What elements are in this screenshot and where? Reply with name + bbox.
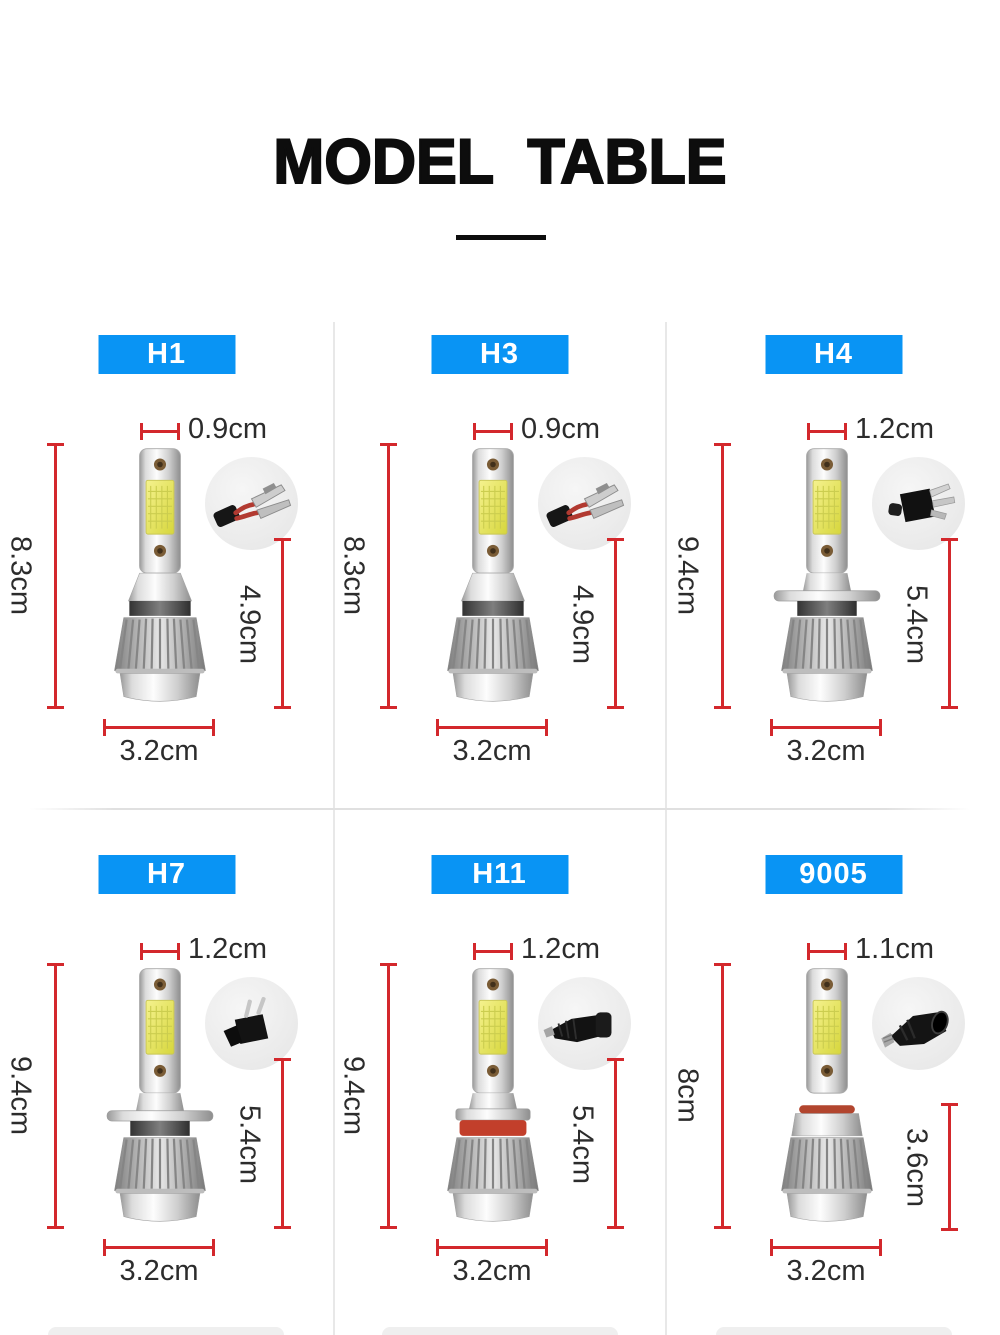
- width-top-dimension-label: 1.2cm: [188, 933, 267, 965]
- model-badge: [765, 335, 902, 374]
- height-left-dimension-line: [380, 443, 397, 709]
- model-badge-label: H7: [146, 858, 187, 890]
- model-badge-label: 9005: [799, 858, 868, 890]
- height-right-dimension-line: [941, 1103, 958, 1231]
- width-top-dimension-line: [807, 943, 847, 960]
- model-badge: [431, 855, 568, 894]
- height-right-dimension-label: 3.6cm: [900, 1128, 933, 1207]
- width-top-dimension-label: 1.2cm: [521, 933, 600, 965]
- width-top-dimension-line: [140, 423, 180, 440]
- width-top-dimension-line: [473, 943, 513, 960]
- model-badge-label: H3: [479, 338, 520, 370]
- width-bottom-dimension-line: [770, 1239, 882, 1256]
- spade-terminals-with-wires-icon: [205, 457, 298, 550]
- width-bottom-dimension-line: [103, 719, 215, 736]
- height-left-dimension-line: [47, 963, 64, 1229]
- model-badge: [431, 335, 568, 374]
- height-left-dimension-label: 9.4cm: [671, 535, 704, 615]
- height-left-dimension-line: [380, 963, 397, 1229]
- height-right-dimension-line: [607, 1058, 624, 1229]
- width-bottom-dimension-label: 3.2cm: [786, 1255, 866, 1287]
- width-bottom-dimension-label: 3.2cm: [119, 735, 199, 767]
- connector-inset: [538, 457, 631, 550]
- model-badge-label: H11: [472, 858, 527, 890]
- three-prong-plug-icon: [872, 457, 965, 550]
- connector-inset: [538, 977, 631, 1070]
- height-left-dimension-label: 9.4cm: [337, 1055, 370, 1135]
- height-right-dimension-line: [941, 538, 958, 709]
- width-top-dimension-line: [140, 943, 180, 960]
- width-top-dimension-label: 1.2cm: [855, 413, 934, 445]
- height-right-dimension-line: [274, 538, 291, 709]
- title-underline: [456, 235, 546, 240]
- model-cell-h11: [333, 855, 666, 1320]
- width-bottom-dimension-line: [436, 719, 548, 736]
- barrel-plug-icon: [538, 977, 631, 1070]
- height-left-dimension-label: 8cm: [671, 1067, 704, 1123]
- row-divider: [30, 808, 970, 810]
- height-right-dimension-label: 5.4cm: [566, 1104, 599, 1184]
- height-left-dimension-line: [714, 963, 731, 1229]
- two-pin-plug-icon: [205, 977, 298, 1070]
- height-right-dimension-line: [274, 1058, 291, 1229]
- next-section-preview: [716, 1327, 952, 1335]
- next-section-preview: [382, 1327, 618, 1335]
- spade-terminals-with-wires-icon: [538, 457, 631, 550]
- height-left-dimension-label: 8.3cm: [4, 535, 37, 615]
- model-badge-label: H4: [813, 338, 854, 370]
- height-right-dimension-line: [607, 538, 624, 709]
- model-cell-h1: [0, 335, 333, 800]
- model-badge: [98, 335, 235, 374]
- angled-socket-plug-icon: [872, 977, 965, 1070]
- height-left-dimension-line: [714, 443, 731, 709]
- width-bottom-dimension-label: 3.2cm: [452, 1255, 532, 1287]
- width-bottom-dimension-line: [103, 1239, 215, 1256]
- height-right-dimension-label: 5.4cm: [900, 584, 933, 664]
- width-bottom-dimension-line: [436, 1239, 548, 1256]
- connector-inset: [205, 457, 298, 550]
- width-top-dimension-label: 1.1cm: [855, 933, 934, 965]
- height-left-dimension-label: 9.4cm: [4, 1055, 37, 1135]
- model-badge: [765, 855, 902, 894]
- height-left-dimension-line: [47, 443, 64, 709]
- width-top-dimension-label: 0.9cm: [188, 413, 267, 445]
- connector-inset: [205, 977, 298, 1070]
- width-bottom-dimension-line: [770, 719, 882, 736]
- width-bottom-dimension-label: 3.2cm: [786, 735, 866, 767]
- height-right-dimension-label: 5.4cm: [233, 1104, 266, 1184]
- height-left-dimension-label: 8.3cm: [337, 535, 370, 615]
- height-right-dimension-label: 4.9cm: [233, 584, 266, 664]
- model-cell-h3: [333, 335, 666, 800]
- next-section-preview: [48, 1327, 284, 1335]
- width-top-dimension-line: [473, 423, 513, 440]
- width-bottom-dimension-label: 3.2cm: [119, 1255, 199, 1287]
- model-cell-9005: [667, 855, 1000, 1320]
- width-top-dimension-label: 0.9cm: [521, 413, 600, 445]
- model-badge: [98, 855, 235, 894]
- model-cell-h7: [0, 855, 333, 1320]
- connector-inset: [872, 977, 965, 1070]
- connector-inset: [872, 457, 965, 550]
- model-cell-h4: [667, 335, 1000, 800]
- page-title: MODEL TABLE: [273, 127, 727, 197]
- width-bottom-dimension-label: 3.2cm: [452, 735, 532, 767]
- width-top-dimension-line: [807, 423, 847, 440]
- model-badge-label: H1: [146, 338, 187, 370]
- height-right-dimension-label: 4.9cm: [566, 584, 599, 664]
